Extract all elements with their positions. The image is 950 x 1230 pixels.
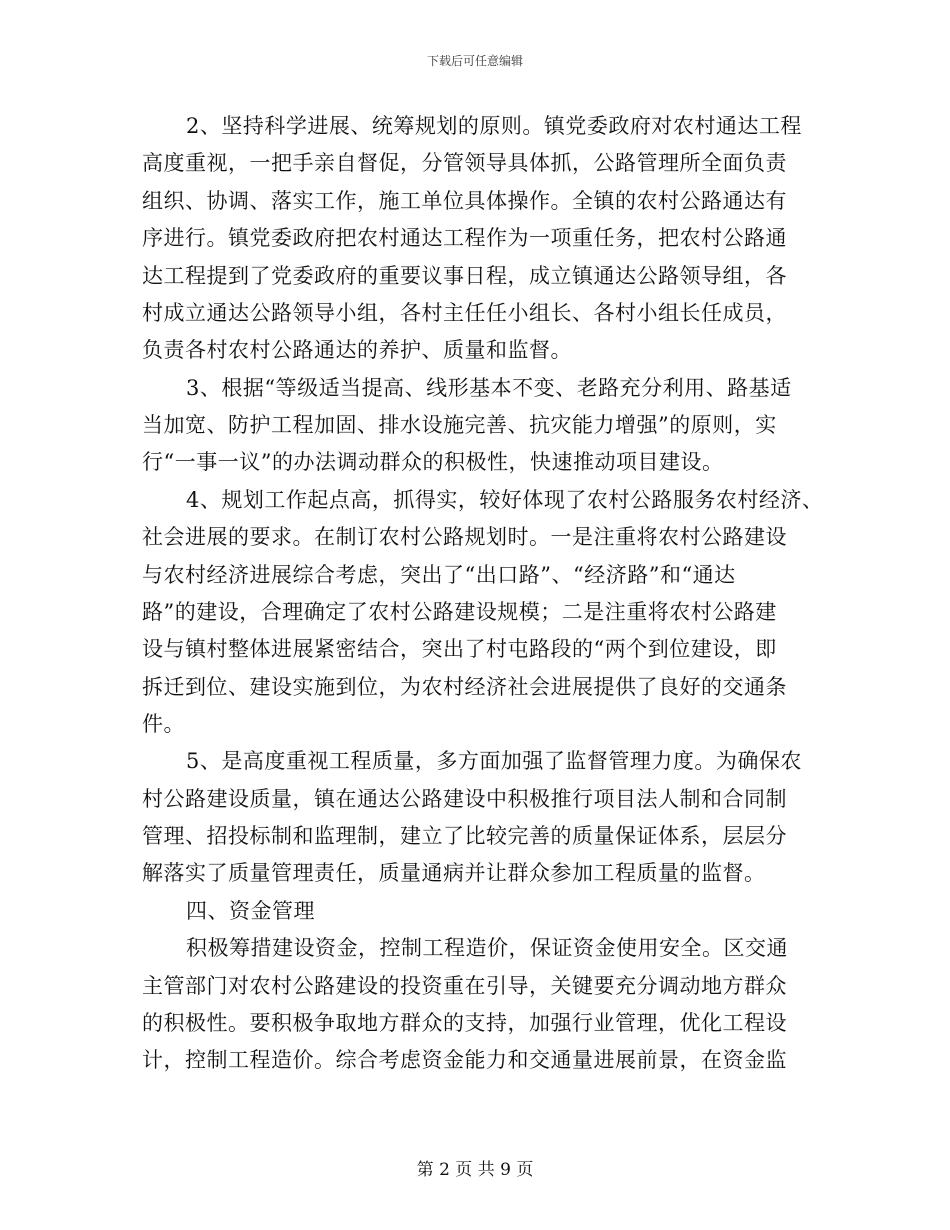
text-line: 件。 bbox=[142, 712, 185, 736]
text-line: 路”的建设，合理确定了农村公路建设规模；二是注重将农村公路建 bbox=[142, 600, 777, 624]
text-line: 负责各村农村公路通达的养护、质量和监督。 bbox=[142, 338, 572, 362]
text-line: 当加宽、防护工程加固、排水设施完善、抗灾能力增强”的原则，实 bbox=[142, 413, 777, 437]
text-line: 与农村经济进展综合考虑，突出了“出口路”、“经济路”和“通达 bbox=[142, 563, 736, 587]
section-heading: 四、资金管理 bbox=[186, 899, 315, 923]
text-line: 4、规划工作起点高，抓得实，较好体现了农村公路服务农村经济、 bbox=[186, 488, 824, 512]
text-line: 村成立通达公路领导小组，各村主任任小组长、各村小组长任成员， bbox=[142, 301, 787, 325]
text-line: 村公路建设质量，镇在通达公路建设中积极推行项目法人制和合同制 bbox=[142, 787, 787, 811]
text-line: 社会进展的要求。在制订农村公路规划时。一是注重将农村公路建设 bbox=[142, 525, 787, 549]
text-line: 高度重视，一把手亲自督促，分管领导具体抓，公路管理所全面负责 bbox=[142, 151, 787, 175]
text-line: 拆迁到位、建设实施到位，为农村经济社会进展提供了良好的交通条 bbox=[142, 675, 787, 699]
text-line: 管理、招投标制和监理制，建立了比较完善的质量保证体系，层层分 bbox=[142, 824, 787, 848]
text-line: 设与镇村整体进展紧密结合，突出了村屯路段的“两个到位建设，即 bbox=[142, 637, 777, 661]
header-note: 下载后可任意编辑 bbox=[426, 54, 523, 68]
text-line: 解落实了质量管理责任，质量通病并让群众参加工程质量的监督。 bbox=[142, 861, 766, 885]
text-line: 2、坚持科学进展、统筹规划的原则。镇党委政府对农村通达工程 bbox=[186, 114, 802, 138]
text-line: 达工程提到了党委政府的重要议事日程，成立镇通达公路领导组，各 bbox=[142, 264, 787, 288]
text-line: 序进行。镇党委政府把农村通达工程作为一项重任务，把农村公路通 bbox=[142, 226, 787, 250]
text-line: 计，控制工程造价。综合考虑资金能力和交通量进展前景，在资金监 bbox=[142, 1048, 787, 1072]
text-line: 积极筹措建设资金，控制工程造价，保证资金使用安全。区交通 bbox=[186, 936, 788, 960]
text-line: 主管部门对农村公路建设的投资重在引导，关键要充分调动地方群众 bbox=[142, 974, 787, 998]
text-line: 5、是高度重视工程质量，多方面加强了监督管理力度。为确保农 bbox=[186, 749, 802, 773]
text-line: 的积极性。要积极争取地方群众的支持，加强行业管理，优化工程设 bbox=[142, 1011, 787, 1035]
text-line: 3、根据“等级适当提高、线形基本不变、老路充分利用、路基适 bbox=[186, 376, 792, 400]
text-line: 组织、协调、落实工作，施工单位具体操作。全镇的农村公路通达有 bbox=[142, 189, 787, 213]
page-number: 第 2 页 共 9 页 bbox=[416, 1160, 534, 1180]
text-line: 行“一事一议”的办法调动群众的积极性，快速推动项目建设。 bbox=[142, 450, 724, 474]
